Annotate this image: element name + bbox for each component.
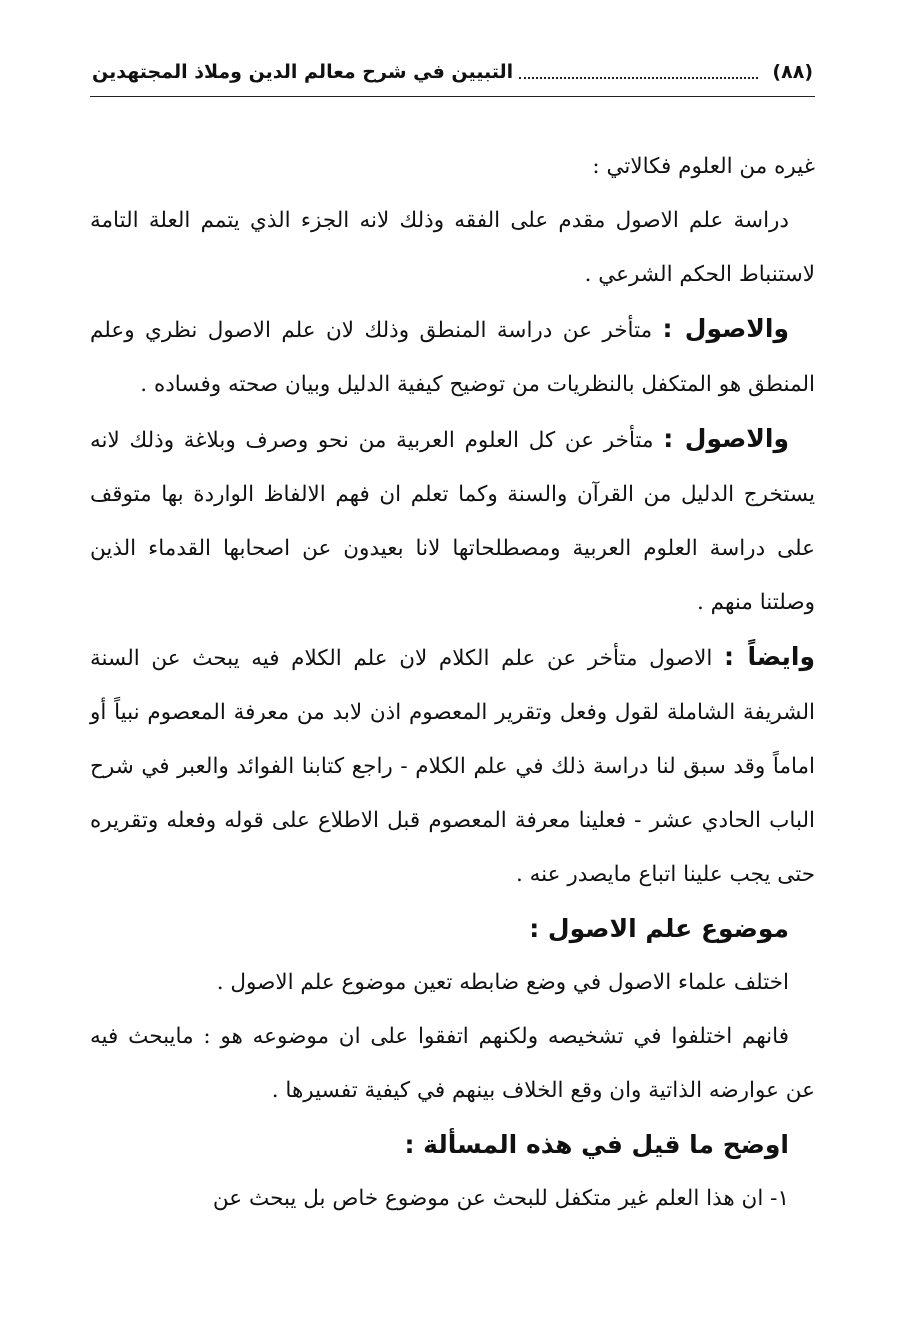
paragraph-fiqh: دراسة علم الاصول مقدم على الفقه وذلك لانه الجزء الذي يتمم العلة التامة لاستنباط الحكم الشرعي . <box>90 208 815 287</box>
paragraph-intro: غيره من العلوم فكالاتي : <box>592 154 815 179</box>
paragraph-point-one: ١- ان هذا العلم غير متكفل للبحث عن موضوع خاص بل يبحث عن <box>212 1186 789 1211</box>
dotted-leader <box>519 65 758 79</box>
paragraph-logic <box>90 302 815 412</box>
running-header <box>92 52 813 92</box>
paragraph-text: متأخر عن دراسة المنطق وذلك لان علم الاصول نظري وعلم المنطق هو المتكفل بالنظريات من توضيح كيفية الدليل وبيان صحته وفساده . <box>90 318 815 397</box>
book-title: التبيين في شرح معالم الدين وملاذ المجتهدين <box>92 61 514 83</box>
header-rule <box>90 96 815 97</box>
paragraph-kalam <box>90 630 815 902</box>
paragraph-lead: والاصول : <box>663 424 790 453</box>
section-heading-clearest: اوضح ما قيل في هذه المسألة : <box>404 1130 789 1159</box>
page-number: (٨٨) <box>772 61 813 83</box>
paragraph-text: متأخر عن كل العلوم العربية من نحو وصرف وبلاغة وذلك لانه يستخرج الدليل من القرآن والسنة وكما تعلم ان فهم الالفاظ الواردة بها متوقف على دراسة العلوم العربية ومصطلحاتها لانا بعيدون عن اصحابها القدماء الذين وصلتنا منهم . <box>90 428 815 615</box>
paragraph-lead: وايضاً : <box>724 642 816 671</box>
section-heading-subject: موضوع علم الاصول : <box>529 914 789 943</box>
paragraph-disagreement: اختلف علماء الاصول في وضع ضابطه تعين موضوع علم الاصول . <box>216 970 789 995</box>
paragraph-lead: والاصول : <box>662 314 789 343</box>
paragraph-arabic-sciences <box>90 412 815 630</box>
body-text <box>90 140 815 1226</box>
paragraph-agreement: فانهم اختلفوا في تشخيصه ولكنهم اتفقوا على ان موضوعه هو : مايبحث فيه عن عوارضه الذاتية وان وقع الخلاف بينهم في كيفية تفسيرها . <box>90 1024 815 1103</box>
paragraph-text: الاصول متأخر عن علم الكلام لان علم الكلام فيه يبحث عن السنة الشريفة الشاملة لقول وفعل وتقرير المعصوم اذن لابد من معرفة المعصوم نبياً أو اماماً وقد سبق لنا دراسة ذلك في علم الكلام - راجع كتابنا الفوائد والعبر في شرح الباب الحادي عشر - فعلينا معرفة المعصوم قبل الاطلاع على قوله وفعله وتقريره حتى يجب علينا اتباع مايصدر عنه . <box>90 646 815 887</box>
